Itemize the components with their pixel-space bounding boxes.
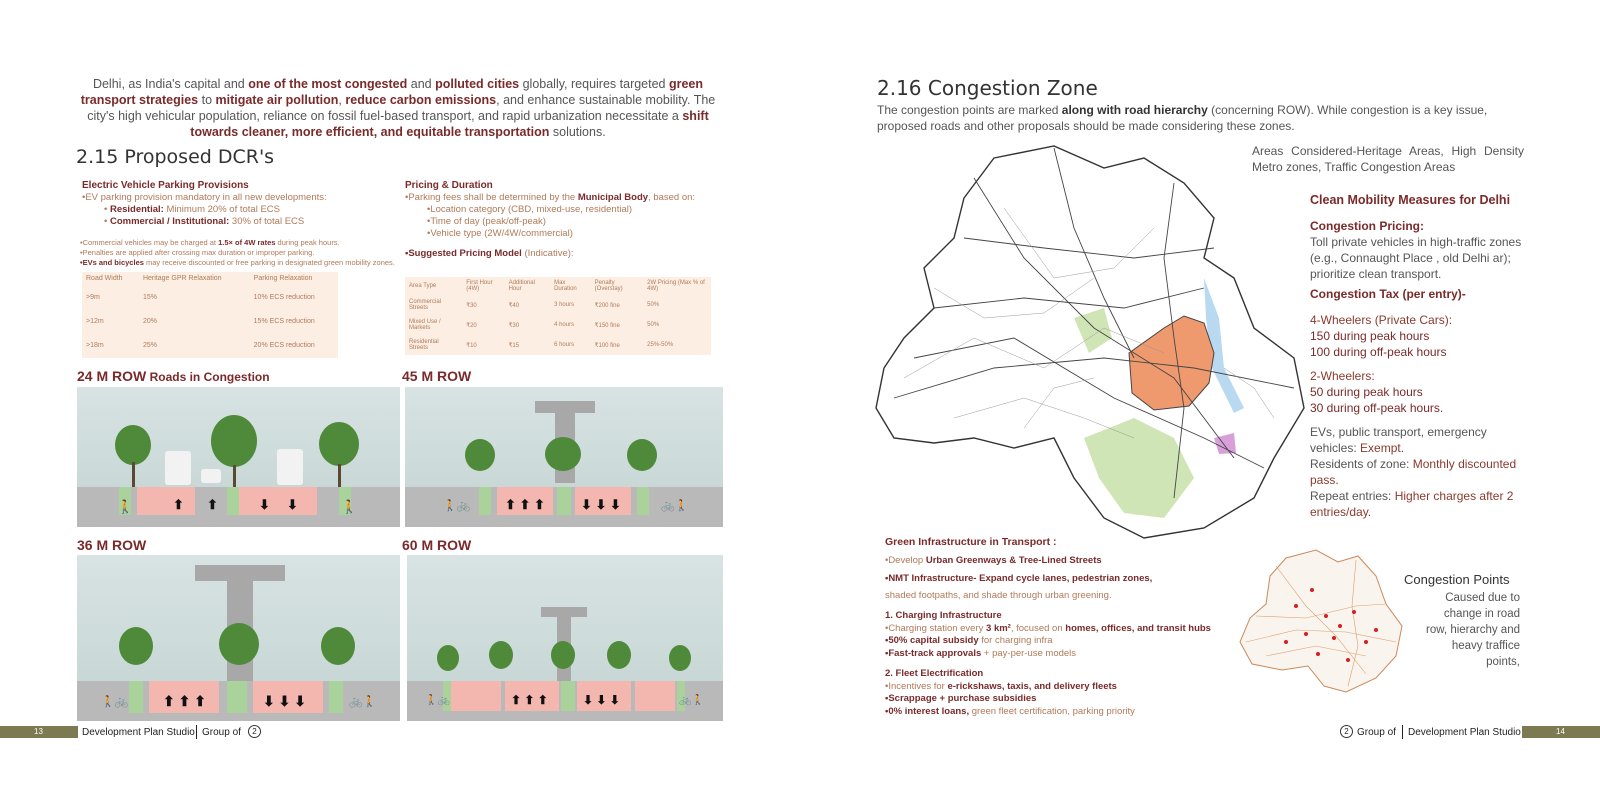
- pedestrian-icon: 🚶: [341, 499, 358, 514]
- green-verge: [557, 487, 571, 515]
- tree-icon: [211, 415, 257, 467]
- tree-icon: [465, 439, 495, 471]
- pricing-heading: Pricing & Duration: [405, 180, 493, 191]
- note-3: [80, 258, 400, 268]
- green-line-1: [885, 555, 1245, 568]
- green-verge: [479, 487, 491, 515]
- table-cell: ₹10: [466, 342, 477, 349]
- congestion-points-map: [1236, 546, 1406, 696]
- parking-notes: [80, 238, 400, 268]
- green-verge: [329, 681, 343, 713]
- green-emph: •0% interest loans,: [885, 705, 970, 717]
- table-row: [82, 285, 338, 309]
- pricing-model-label: [405, 248, 725, 260]
- table-cell: 25%: [142, 342, 157, 350]
- tree-icon: [545, 437, 581, 471]
- green-text: •Incentives for: [885, 680, 948, 692]
- arrow-up-icon: ⬆ ⬆ ⬆: [505, 497, 545, 512]
- arrow-down-icon: ⬇ ⬇ ⬇: [583, 693, 620, 707]
- table-header: Area Type: [409, 283, 437, 289]
- congestion-points-title: Congestion Points: [1404, 572, 1510, 587]
- tree-icon: [489, 641, 513, 669]
- green-text: •Develop: [885, 554, 926, 566]
- green-emph: •Fast-track approvals: [885, 647, 982, 659]
- flyover-deck: [541, 607, 587, 617]
- intro-text: to: [198, 93, 216, 107]
- congestion-tax-heading: Congestion Tax (per entry)-: [1310, 287, 1466, 301]
- note-text: may receive discounted or free parking in designated green mobility zones.: [143, 258, 395, 267]
- table-cell: 50%: [647, 302, 660, 308]
- section-60m-illustration: [407, 555, 723, 721]
- green-verge: [227, 681, 247, 713]
- table-header: 2W Pricing (Max % of 4W): [647, 280, 705, 292]
- section-45m-illustration: [405, 387, 723, 527]
- green-line-2: •NMT Infrastructure- Expand cycle lanes, pedestrian zones,: [885, 573, 1153, 584]
- residents-value: Monthly discounted pass.: [1310, 457, 1517, 487]
- table-header: Road Width: [86, 275, 123, 282]
- cycle-pedestrian-icon: 🚲🚶: [661, 500, 689, 512]
- cycle-pedestrian-icon: 🚲🚶: [679, 695, 704, 706]
- tree-icon: [115, 425, 151, 465]
- note-2: •Penalties are applied after crossing max duration or improper parking.: [80, 248, 315, 257]
- green-text: green fleet certification, parking priority: [969, 705, 1135, 717]
- intro-paragraph: [78, 76, 718, 140]
- group-number-badge: 2: [248, 725, 261, 738]
- section-60m-title: 60 M ROW: [402, 537, 472, 553]
- charging-2: [885, 635, 1245, 648]
- tree-icon: [669, 645, 691, 671]
- congestion-intro: [877, 102, 1507, 134]
- intro-emph: green transport strategies: [80, 77, 704, 107]
- intro-text: and: [407, 77, 436, 91]
- table-header: Penalty (Overstay): [594, 280, 623, 292]
- table-cell: 10% ECS reduction: [253, 293, 315, 301]
- ev-residential: • Residential: Minimum 20% of total ECS: [104, 204, 280, 215]
- note-text: during peak hours.: [275, 238, 340, 247]
- table-header: First Hour (4W): [466, 280, 493, 292]
- table-row: [405, 295, 711, 315]
- charging-1: [885, 623, 1245, 636]
- carriageway: [451, 681, 501, 711]
- tree-trunk: [233, 465, 236, 487]
- footer-divider: [196, 725, 197, 739]
- tree-icon: [551, 641, 575, 669]
- pedestrian-cycle-icon: 🚶🚲: [443, 500, 471, 512]
- table-header-row: [405, 277, 711, 295]
- ev-com-value: 30% of total ECS: [229, 216, 305, 227]
- section-36m-title: 36 M ROW: [77, 537, 147, 553]
- carriageway: [137, 487, 195, 515]
- intro-emph: along with road hierarchy: [1061, 103, 1208, 117]
- pricing-line: [405, 192, 725, 204]
- cycle-pedestrian-icon: 🚲🚶: [349, 696, 377, 708]
- table-cell: ₹150 fine: [594, 322, 620, 329]
- carriageway: [237, 487, 317, 515]
- table-cell: 15%: [142, 293, 157, 301]
- green-emph: e-rickshaws, taxis, and delivery fleets: [947, 680, 1117, 692]
- table-cell: ₹40: [508, 302, 520, 309]
- page-number: 13: [34, 727, 43, 736]
- tree-trunk: [132, 462, 135, 487]
- table-cell: 6 hours: [554, 342, 575, 348]
- table-cell: 15% ECS reduction: [253, 317, 315, 325]
- charging-title: 1. Charging Infrastructure: [885, 610, 1002, 621]
- arrow-up-icon: ⬆: [207, 497, 218, 512]
- table-header-row: [82, 272, 338, 285]
- table-cell: ₹15: [508, 342, 520, 349]
- intro-text: (concerning ROW). While congestion is a key issue, proposed roads and other proposals should be made considering these zones.: [877, 103, 1488, 133]
- table-row: [405, 335, 711, 355]
- pricing-text: , based on:: [648, 192, 696, 203]
- table-cell: 50%: [647, 322, 660, 328]
- footer-group: Group of: [1357, 727, 1396, 738]
- arrow-up-icon: ⬆: [173, 497, 184, 512]
- arrow-down-icon: ⬇ ⬇ ⬇: [263, 693, 306, 709]
- section-24m-illustration: [77, 387, 400, 527]
- intro-text: globally, requires targeted: [519, 77, 669, 91]
- table-row: [405, 315, 711, 335]
- section-24m-main: 24 M ROW: [77, 368, 147, 384]
- table-cell: 3 hours: [554, 302, 575, 308]
- intro-text: Delhi, as India's capital and: [92, 77, 249, 91]
- charging-3: [885, 648, 1245, 661]
- fleet-2: •Scrappage + purchase subsidies: [885, 693, 1037, 704]
- delhi-road-map: [874, 138, 1314, 548]
- intro-emph: reduce carbon emissions: [345, 93, 497, 107]
- tree-icon: [437, 645, 459, 671]
- bus-icon: [277, 449, 303, 485]
- section-24m-title: [77, 368, 270, 384]
- table-cell: 20% ECS reduction: [253, 342, 315, 350]
- ev-com-label: Commercial / Institutional:: [109, 216, 230, 227]
- residents-line: [1310, 456, 1535, 488]
- areas-considered-note: Areas Considered-Heritage Areas, High Density Metro zones, Traffic Congestion Areas: [1252, 144, 1524, 174]
- residents-text: Residents of zone:: [1310, 457, 1413, 471]
- arrow-up-icon: ⬆ ⬆ ⬆: [163, 693, 206, 709]
- ev-res-label: Residential:: [109, 204, 164, 215]
- tree-icon: [607, 641, 631, 669]
- green-emph: Urban Greenways & Tree-Lined Streets: [925, 554, 1102, 566]
- table-row: [82, 309, 338, 333]
- note-emph: 1.5× of 4W rates: [218, 238, 276, 247]
- congestion-pricing-heading: Congestion Pricing:: [1310, 219, 1424, 233]
- car-icon: [201, 469, 221, 483]
- section-title-dcr: 2.15 Proposed DCR's: [76, 146, 275, 168]
- tree-icon: [119, 627, 153, 665]
- green-emph: 3 km²: [986, 622, 1011, 634]
- bus-icon: [165, 451, 191, 485]
- green-text: for charging infra: [978, 635, 1053, 646]
- intro-text: , and enhance sustainable mobility. The city's high vehicular population, reliance on fossil fuel-based transport, and rapid urbanization necessitate a: [87, 93, 716, 123]
- arrow-down-icon: ⬇ ⬇ ⬇: [581, 497, 621, 512]
- table-header: Max Duration: [554, 280, 577, 292]
- footer-studio: Development Plan Studio: [1408, 727, 1521, 738]
- green-text: , focused on: [1010, 622, 1066, 634]
- green-verge: [227, 487, 239, 515]
- section-24m-sub: Roads in Congestion: [146, 370, 270, 384]
- repeat-line: [1310, 488, 1535, 520]
- fleet-3: [885, 706, 1245, 719]
- green-text: •Charging station every: [885, 622, 987, 634]
- table-cell: 4 hours: [554, 322, 575, 328]
- tree-icon: [219, 623, 259, 665]
- repeat-text: Repeat entries:: [1310, 489, 1395, 503]
- table-cell: ₹20: [466, 322, 477, 329]
- tree-trunk: [338, 464, 341, 487]
- table-cell: 20%: [142, 317, 157, 325]
- table-row: [82, 334, 338, 358]
- table-cell: >12m: [86, 317, 104, 325]
- table-cell: ₹100 fine: [594, 342, 620, 349]
- table-cell: >9m: [86, 293, 100, 301]
- table-cell: Commercial Streets: [409, 299, 442, 311]
- intro-emph: mitigate air pollution: [215, 93, 339, 107]
- pricing-emph: •Suggested Pricing Model: [405, 248, 522, 259]
- pedestrian-cycle-icon: 🚶🚲: [101, 696, 129, 708]
- intro-emph: polluted cities: [435, 77, 520, 91]
- pricing-sub-2: •Time of day (peak/off-peak): [427, 216, 546, 227]
- pedestrian-cycle-icon: 🚶🚲: [425, 695, 450, 706]
- table-header: Parking Relaxation: [253, 275, 313, 282]
- four-wheeler-offpeak: 100 during off-peak hours: [1310, 345, 1447, 359]
- exempt-line: [1310, 424, 1535, 456]
- table-header: Heritage GPR Relaxation: [142, 275, 222, 282]
- intro-text: ,: [338, 93, 346, 107]
- table-header: Additional Hour: [508, 280, 535, 292]
- table-cell: ₹30: [466, 302, 477, 309]
- flyover-deck: [535, 401, 595, 413]
- tree-icon: [319, 422, 359, 466]
- pricing-text: (Indicative):: [521, 248, 574, 259]
- ev-commercial: • Commercial / Institutional: 30% of total ECS: [104, 216, 305, 227]
- arrow-down-icon: ⬇: [259, 497, 270, 512]
- green-emph: •50% capital subsidy: [885, 635, 979, 646]
- fleet-title: 2. Fleet Electrification: [885, 668, 984, 679]
- two-wheeler-peak: 50 during peak hours: [1310, 385, 1423, 399]
- green-verge: [637, 487, 649, 515]
- green-verge: [561, 681, 575, 711]
- table-cell: >18m: [86, 342, 104, 350]
- tree-icon: [627, 439, 657, 471]
- pricing-sub-3: •Vehicle type (2W/4W/commercial): [427, 228, 573, 239]
- exempt-text: EVs, public transport, emergency vehicles:: [1310, 425, 1487, 455]
- green-text: + pay-per-use models: [981, 647, 1077, 659]
- arrow-down-icon: ⬇: [287, 497, 298, 512]
- table-cell: ₹30: [508, 322, 520, 329]
- congestion-points-text: Caused due to change in road row, hierarchy and heavy traffice points,: [1426, 592, 1520, 668]
- green-title: Green Infrastructure in Transport :: [885, 536, 1057, 548]
- note-1: [80, 238, 400, 248]
- carriageway: [635, 681, 675, 711]
- exempt-value: Exempt.: [1360, 441, 1405, 455]
- pricing-model-table: [405, 277, 711, 355]
- note-text: •Commercial vehicles may be charged at: [80, 238, 219, 247]
- flyover-deck: [195, 565, 285, 581]
- four-wheeler-heading: 4-Wheelers (Private Cars):: [1310, 313, 1453, 327]
- footer-group: Group of: [202, 727, 241, 738]
- road-width-table: [82, 272, 338, 358]
- green-line-3: shaded footpaths, and shade through urban greening.: [885, 589, 1112, 601]
- page-number: 14: [1556, 727, 1565, 736]
- intro-text: solutions.: [549, 125, 606, 139]
- pricing-duration-block: [405, 180, 725, 260]
- green-verge: [129, 681, 143, 713]
- measures-title: Clean Mobility Measures for Delhi: [1310, 193, 1511, 207]
- intro-emph: one of the most congested: [248, 77, 408, 91]
- ev-res-value: Minimum 20% of total ECS: [163, 204, 280, 215]
- arrow-up-icon: ⬆ ⬆ ⬆: [511, 693, 548, 707]
- table-cell: Residential Streets: [409, 339, 439, 351]
- two-wheeler-heading: 2-Wheelers:: [1310, 369, 1375, 383]
- intro-emph: shift towards cleaner, more efficient, and equitable transportation: [190, 109, 709, 139]
- pricing-emph: Municipal Body: [577, 192, 649, 203]
- fleet-1: [885, 681, 1245, 694]
- pricing-text: •Parking fees shall be determined by the: [405, 192, 578, 203]
- footer-studio: Development Plan Studio: [82, 727, 195, 738]
- tree-icon: [321, 627, 355, 665]
- note-emph: •EVs and bicycles: [80, 258, 144, 267]
- pricing-sub-1: •Location category (CBD, mixed-use, residential): [427, 204, 633, 215]
- intro-text: The congestion points are marked: [877, 103, 1062, 117]
- section-36m-illustration: [77, 555, 400, 721]
- congestion-pricing-text: Toll private vehicles in high-traffic zones (e.g., Connaught Place , old Delhi ar); prioritize clean transport.: [1310, 235, 1522, 281]
- ev-heading: Electric Vehicle Parking Provisions: [82, 180, 249, 191]
- ev-line: •EV parking provision mandatory in all new developments:: [82, 192, 327, 203]
- table-cell: ₹200 fine: [594, 302, 620, 309]
- section-title-congestion: 2.16 Congestion Zone: [877, 76, 1098, 100]
- four-wheeler-peak: 150 during peak hours: [1310, 329, 1430, 343]
- two-wheeler-offpeak: 30 during off-peak hours.: [1310, 401, 1444, 415]
- repeat-value: Higher charges after 2 entries/day.: [1310, 489, 1514, 519]
- green-emph: homes, offices, and transit hubs: [1065, 622, 1211, 634]
- green-infrastructure-block: [885, 536, 1245, 718]
- group-number-badge: 2: [1340, 725, 1353, 738]
- pedestrian-icon: 🚶: [117, 499, 134, 514]
- table-cell: Mixed Use / Markets: [409, 319, 441, 331]
- section-45m-title: 45 M ROW: [402, 368, 472, 384]
- table-cell: 25%-50%: [647, 342, 674, 348]
- ev-parking-block: [82, 180, 402, 228]
- footer-divider: [1402, 725, 1403, 739]
- clean-mobility-measures: [1310, 192, 1535, 520]
